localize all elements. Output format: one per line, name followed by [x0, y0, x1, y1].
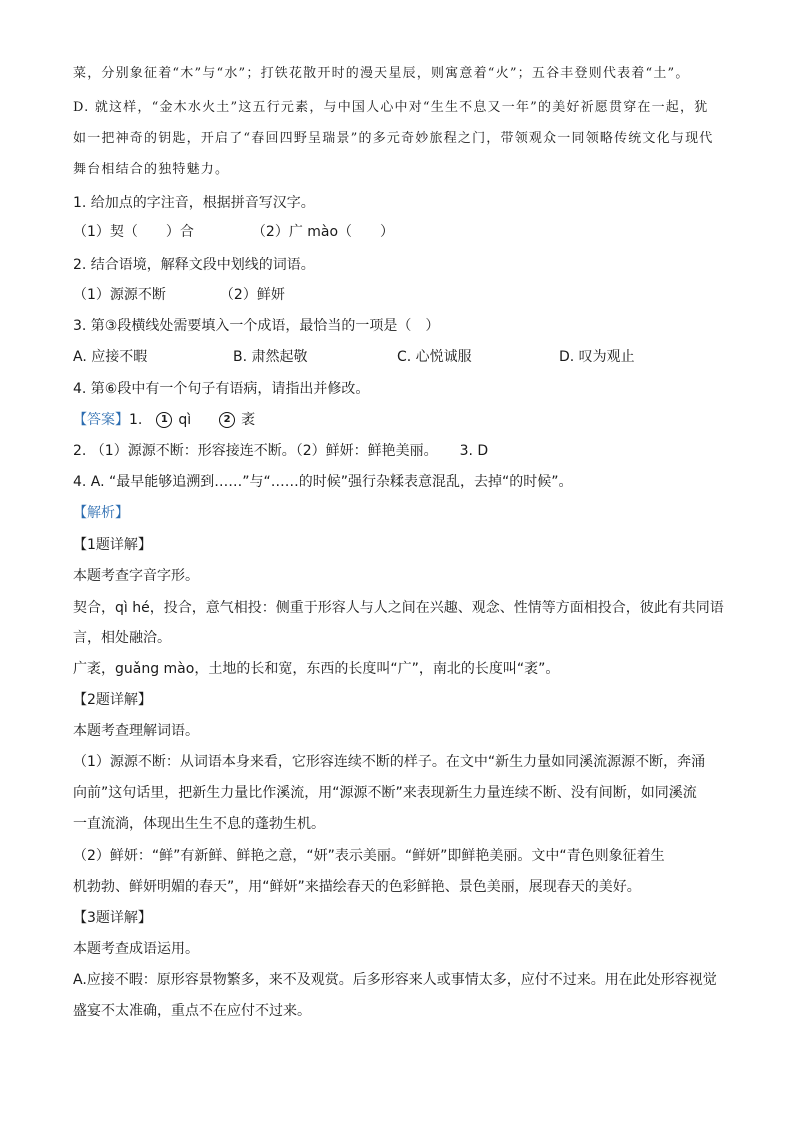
analysis-2-line-0: 本题考查理解词语。 [73, 723, 199, 739]
analysis-2-line-3: 一直流淌，体现出生生不息的蓬勃生机。 [73, 816, 325, 832]
answer-line-2 [73, 441, 488, 461]
analysis-2-line-4: （2）鲜妍：“鲜”有新鲜、鲜艳之意，“妍”表示美丽。“鲜妍”即鲜艳美丽。文中“青色则象征着生 [73, 848, 665, 864]
answer-line-1 [73, 410, 255, 430]
answer-line-3: 4. A. “最早能够追溯到……”与“……的时候”强行杂糅表意混乱，去掉“的时候”。 [73, 474, 573, 490]
circled-number-2: 2 [219, 412, 235, 428]
circled-number-1: 1 [156, 412, 172, 428]
question-2: 2. 结合语境，解释文段中划线的词语。 [73, 257, 315, 273]
question-2-item-2: （2）鲜妍 [219, 287, 285, 303]
analysis-2-line-1: （1）源源不断：从词语本身来看，它形容连续不断的样子。在文中“新生力量如同溪流源源不断，奔涌 [73, 754, 706, 770]
section-heading-2: 【2题详解】 [73, 692, 152, 708]
question-4: 4. 第⑥段中有一个句子有语病，请指出并修改。 [73, 381, 370, 397]
analysis-1-line-1: 契合，qì hé，投合，意气相投：侧重于形容人与人之间在兴趣、观念、性情等方面相投合，彼此有共同语 [73, 600, 724, 616]
analysis-3-line-1: A.应接不暇：原形容景物繁多，来不及观赏。后多形容来人或事情太多，应付不过来。用在此处形容视觉 [73, 972, 717, 988]
passage-line-4: 舞台相结合的独特魅力。 [73, 162, 230, 177]
section-heading-1: 【1题详解】 [73, 537, 152, 553]
analysis-1-line-0: 本题考查字音字形。 [73, 568, 199, 584]
analysis-label: 【解析】 [73, 505, 129, 521]
passage-line-3: 如一把神奇的钥匙，开启了“春回四野呈瑞景”的多元奇妙旅程之门，带领观众一同领略传统文化与现代 [73, 131, 714, 146]
analysis-2-line-2: 向前”这句话里，把新生力量比作溪流，用“源源不断”来表现新生力量连续不断、没有间断，如同溪流 [73, 785, 697, 801]
answer-1-value: qì [178, 412, 192, 428]
analysis-2-line-5: 机勃勃、鲜妍明媚的春天”，用“鲜妍”来描绘春天的色彩鲜艳、景色美丽，展现春天的美好。 [73, 879, 641, 895]
question-1-items [73, 222, 394, 242]
option-a: A. 应接不暇 [73, 349, 148, 365]
passage-line-2: D. 就这样，“金木水火土”这五行元素，与中国人心中对“生生不息又一年”的美好祈愿贯穿在一起，犹 [73, 100, 709, 115]
question-1-item-1: （1）契（ ）合 [73, 224, 194, 240]
question-3: 3. 第③段横线处需要填入一个成语，最恰当的一项是（ ） [73, 318, 440, 334]
question-1-item-2: （2）广 mào（ ） [251, 224, 395, 240]
answer-2: 2. （1）源源不断：形容接连不断。（2）鲜妍：鲜艳美丽。 [73, 443, 438, 459]
option-d: D. 叹为观止 [559, 349, 635, 365]
answer-3: 3. D [459, 443, 489, 459]
section-heading-3: 【3题详解】 [73, 910, 152, 926]
analysis-1-line-2: 言，相处融洽。 [73, 630, 171, 646]
answer-number: 1. [129, 412, 143, 428]
option-b: B. 肃然起敬 [233, 349, 308, 365]
question-2-item-1: （1）源源不断 [73, 287, 166, 303]
analysis-1-line-3: 广袤，guǎng mào，土地的长和宽，东西的长度叫“广”，南北的长度叫“袤”。 [73, 661, 560, 677]
analysis-3-line-0: 本题考查成语运用。 [73, 941, 199, 957]
passage-line-1: 菜，分别象征着“木”与“水”；打铁花散开时的漫天星辰，则寓意着“火”；五谷丰登则代表着“土”。 [73, 66, 690, 81]
option-c: C. 心悦诚服 [397, 349, 472, 365]
answer-2-value: 袤 [241, 412, 256, 428]
question-2-items [73, 285, 285, 305]
question-1: 1. 给加点的字注音，根据拼音写汉字。 [73, 195, 315, 211]
answer-label: 【答案】 [73, 412, 129, 428]
analysis-3-line-2: 盛宴不太准确，重点不在应付不过来。 [73, 1003, 311, 1019]
